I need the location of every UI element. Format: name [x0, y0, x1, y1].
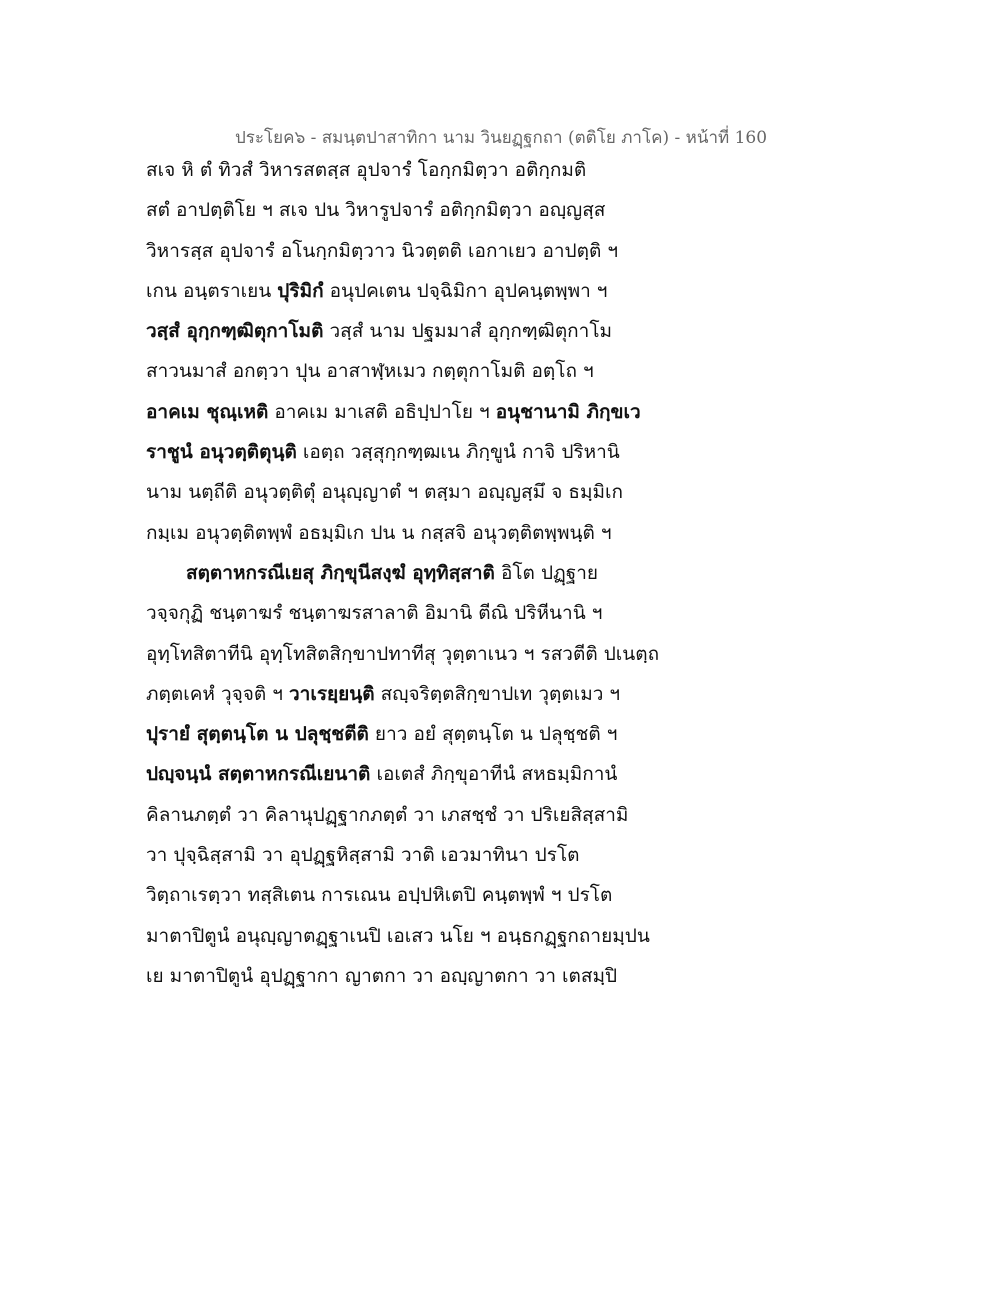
bold-term: ปญฺจนฺนํ สตฺตาหกรณีเยนาติ — [146, 763, 371, 786]
page-header-text: ประโยค๖ - สมนฺตปาสาทิกา นาม วินยฏฺฐกถา (ตติโย ภาโค) - หน้าที่ 160 — [234, 128, 768, 148]
bold-term: วาเรยฺยนฺติ — [289, 682, 375, 705]
text-segment: เกน อนฺตราเยน — [146, 279, 278, 302]
text-line — [146, 311, 706, 351]
page-header — [0, 124, 1000, 151]
bold-term: สตฺตาหกรณีเยสุ ภิกฺขุนีสงฺฆํ อุทฺทิสฺสาติ — [186, 561, 495, 584]
text-segment: ยาว อยํ สุตฺตนฺโต น ปลุชฺชติ ฯ — [368, 723, 618, 746]
text-segment: วา ปุจฺฉิสฺสามิ วา อุปฏฺฐหิสฺสามิ วาติ เอวมาทินา ปรโต — [146, 844, 580, 867]
text-segment: ภตฺตเคหํ วุจฺจติ ฯ — [146, 682, 289, 705]
text-line — [146, 351, 706, 391]
body-text — [146, 150, 706, 996]
text-line — [146, 472, 706, 512]
text-segment: วจฺจกุฏิ ชนฺตาฆรํ ชนฺตาฆรสาลาติ อิมานิ ตีณิ ปริหีนานิ ฯ — [146, 602, 603, 625]
text-line — [146, 190, 706, 230]
text-segment: เอตฺถ วสฺสุกฺกฑฺฒเน ภิกฺขูนํ กาจิ ปริหานิ — [296, 441, 620, 464]
text-segment: สาวนมาสํ อกตฺวา ปุน อาสาฬฺหเมว กตฺตุกาโมติ อตฺโถ ฯ — [146, 360, 594, 383]
text-line — [146, 634, 706, 674]
text-line — [146, 553, 706, 593]
text-segment: นาม นตฺถีติ อนุวตฺติตุํ อนุญฺญาตํ ฯ ตสฺมา อญฺญสฺมึ จ ธมฺมิเก — [146, 481, 624, 504]
text-segment: กมฺเม อนุวตฺติตพฺพํ อธมฺมิเก ปน น กสฺสจิ อนุวตฺติตพฺพนฺติ ฯ — [146, 521, 612, 544]
text-line — [146, 392, 706, 432]
text-segment: อนุปคเตน ปจฺฉิมิกา อุปคนฺตพฺพา ฯ — [323, 279, 608, 302]
bold-term: วสฺสํ อุกฺกฑฺฒิตุกาโมติ — [146, 320, 324, 343]
text-segment: สญฺจริตฺตสิกฺขาปเท วุตฺตเมว ฯ — [374, 682, 621, 705]
text-segment: อาคเม มาเสติ อธิปฺปาโย ฯ — [268, 400, 496, 423]
text-line — [146, 795, 706, 835]
text-segment: อุทฺโทสิตาทีนิ อุทฺโทสิตสิกฺขาปทาทีสุ วุตฺตาเนว ฯ รสวตีติ ปเนตฺถ — [146, 642, 660, 665]
bold-term: อาคเม ชุณฺเหติ — [146, 400, 269, 423]
text-segment: วสฺสํ นาม ปฐมมาสํ อุกฺกฑฺฒิตุกาโม — [323, 320, 613, 343]
text-line — [146, 674, 706, 714]
text-segment: สตํ อาปตฺติโย ฯ สเจ ปน วิหารูปจารํ อติกฺกมิตฺวา อญฺญสฺส — [146, 199, 606, 222]
text-line — [146, 231, 706, 271]
text-segment: เอเตสํ ภิกฺขุอาทีนํ สหธมฺมิกานํ — [370, 763, 618, 786]
text-segment: มาตาปิตูนํ อนุญฺญาตฏฺฐาเนปิ เอเสว นโย ฯ อนฺธกฏฺฐกถายมฺปน — [146, 924, 650, 947]
text-line — [146, 916, 706, 956]
text-segment: คิลานภตฺตํ วา คิลานุปฏฺฐากภตฺตํ วา เภสชฺชํ วา ปริเยสิสฺสามิ — [146, 803, 629, 826]
text-segment: เย มาตาปิตูนํ อุปฏฺฐากา ญาตกา วา อญฺญาตกา วา เตสมฺปิ — [146, 964, 618, 987]
text-segment: วิตฺถาเรตฺวา ทสฺสิเตน การเณน อปฺปหิเตปิ คนฺตพฺพํ ฯ ปรโต — [146, 884, 613, 907]
text-segment: วิหารสฺส อุปจารํ อโนกฺกมิตฺวาว นิวตฺตติ เอกาเยว อาปตฺติ ฯ — [146, 239, 618, 262]
text-line — [146, 754, 706, 794]
bold-term: ราชูนํ อนุวตฺติตุนฺติ — [146, 441, 297, 464]
text-line — [146, 593, 706, 633]
bold-term: ปุรายํ สุตฺตนฺโต น ปลุชฺชตีติ — [146, 723, 369, 746]
text-line — [146, 714, 706, 754]
text-line — [146, 835, 706, 875]
bold-term: ปุริมิกํ — [277, 279, 324, 302]
text-segment: อิโต ปฏฺฐาย — [494, 561, 599, 584]
text-line — [146, 513, 706, 553]
text-line — [146, 271, 706, 311]
text-line — [146, 150, 706, 190]
text-segment: สเจ หิ ตํ ทิวสํ วิหารสตสฺส อุปจารํ โอกฺกมิตฺวา อติกฺกมติ — [146, 159, 587, 181]
text-line — [146, 956, 706, 996]
text-line — [146, 875, 706, 915]
bold-term: อนุชานามิ ภิกฺขเว — [495, 400, 641, 423]
text-line — [146, 432, 706, 472]
